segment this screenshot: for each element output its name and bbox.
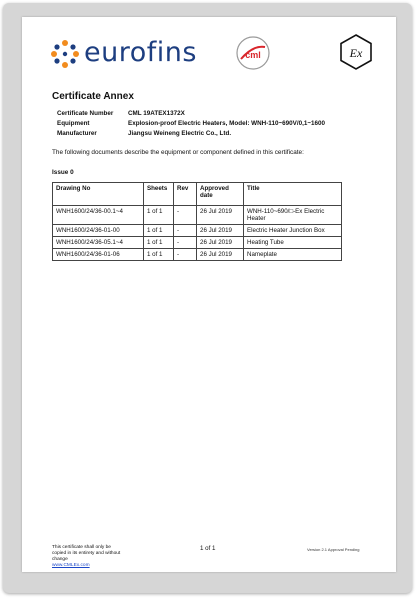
issue-label: Issue 0	[52, 169, 74, 176]
title-cell: Nameplate	[244, 249, 342, 261]
manufacturer-value: Jiangsu Weineng Electric Co., Ltd.	[128, 130, 232, 137]
date-cell: 26 Jul 2019	[197, 225, 244, 237]
cml-logo-text: cml	[245, 50, 261, 60]
manufacturer-row	[57, 129, 325, 139]
certificate-page	[22, 17, 396, 572]
page-number: 1 of 1	[200, 545, 216, 552]
table-header-row	[53, 183, 342, 206]
sheets-cell: 1 of 1	[144, 225, 174, 237]
drawing-no-cell: WNH1600/24/36-05.1~4	[53, 237, 144, 249]
eurofins-logo	[50, 39, 220, 71]
cml-logo-icon	[235, 35, 271, 71]
sheets-cell: 1 of 1	[144, 206, 174, 225]
drawing-no-cell: WNH1600/24/36-01-06	[53, 249, 144, 261]
equipment-value: Explosion-proof Electric Heaters, Model: WNH-110~690V/0,1~1600	[128, 120, 326, 127]
ex-logo-text: Ex	[349, 46, 363, 60]
title-cell: WNH-110~690/□-Ex Electric Heater	[244, 206, 342, 225]
drawing-no-cell: WNH1600/24/36-00.1~4	[53, 206, 144, 225]
sheets-cell: 1 of 1	[144, 237, 174, 249]
footer-note-text: This certificate shall only be copied in its entirety and without change	[52, 545, 121, 562]
certificate-meta	[57, 109, 325, 139]
title-cell: Heating Tube	[244, 237, 342, 249]
table-row	[53, 249, 342, 261]
sheets-cell: 1 of 1	[144, 249, 174, 261]
footer-note	[52, 545, 122, 569]
footer-website-link[interactable]: www.CMLEx.com	[52, 563, 90, 568]
equipment-label: Equipment	[57, 120, 90, 127]
certificate-number-value: CML 19ATEX1372X	[128, 110, 185, 117]
header-rev: Rev	[174, 183, 197, 206]
manufacturer-label: Manufacturer	[57, 130, 97, 137]
date-cell: 26 Jul 2019	[197, 237, 244, 249]
documents-table	[52, 182, 342, 261]
certificate-number-row	[57, 109, 325, 119]
header-sheets: Sheets	[144, 183, 174, 206]
equipment-row	[57, 119, 325, 129]
rev-cell: -	[174, 237, 197, 249]
page-title: Certificate Annex	[52, 91, 134, 102]
date-cell: 26 Jul 2019	[197, 249, 244, 261]
date-cell: 26 Jul 2019	[197, 206, 244, 225]
header-approved-date: Approved date	[197, 183, 244, 206]
eurofins-wordmark: eurofins	[84, 37, 197, 68]
table-row	[53, 225, 342, 237]
version-text: Version 2.1 Approval Pending	[307, 547, 360, 552]
rev-cell: -	[174, 206, 197, 225]
rev-cell: -	[174, 225, 197, 237]
ex-hexagon-icon	[337, 33, 375, 71]
table-row	[53, 237, 342, 249]
title-cell: Electric Heater Junction Box	[244, 225, 342, 237]
header-title: Title	[244, 183, 342, 206]
rev-cell: -	[174, 249, 197, 261]
eurofins-dots-icon	[50, 39, 80, 69]
certificate-number-label: Certificate Number	[57, 110, 114, 117]
table-row	[53, 206, 342, 225]
intro-text: The following documents describe the equipment or component defined in this certificate:	[52, 149, 304, 156]
header-drawing-no: Drawing No	[53, 183, 144, 206]
drawing-no-cell: WNH1600/24/36-01-00	[53, 225, 144, 237]
